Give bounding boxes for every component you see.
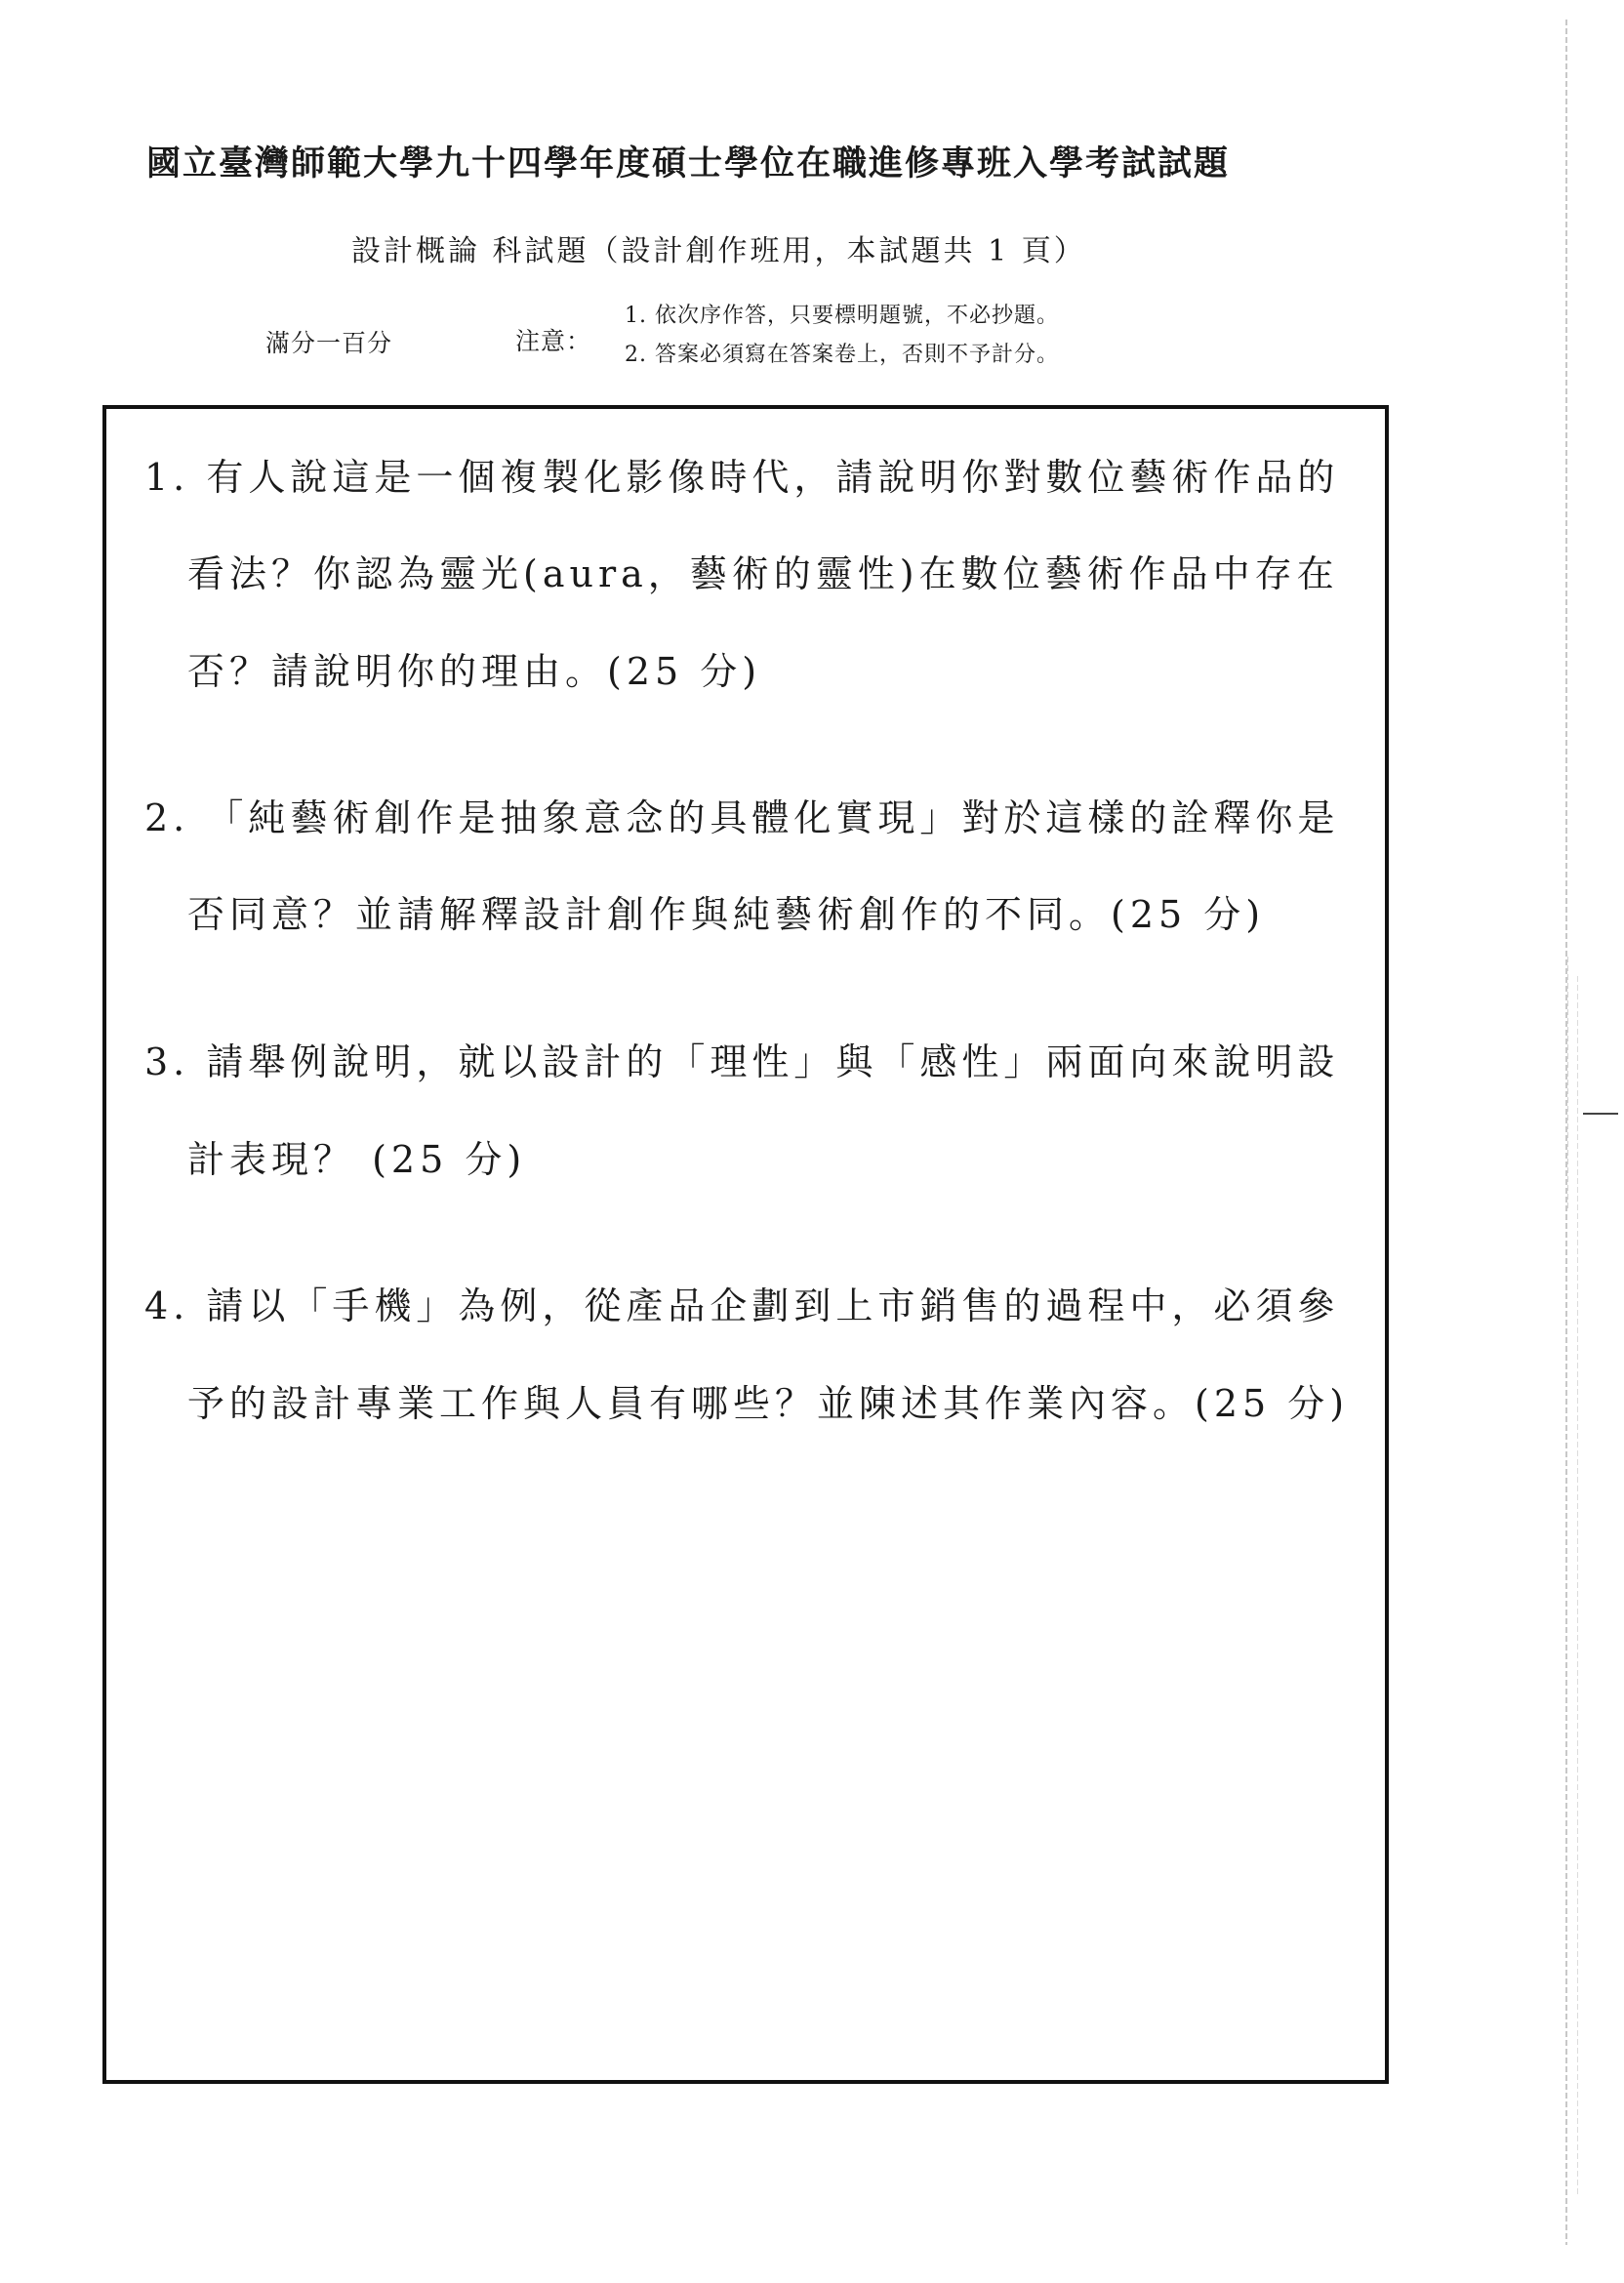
question-3-line: 3. 請舉例說明，就以設計的「理性」與「感性」兩面向來說明設 [144, 1040, 1340, 1083]
scan-edge-tick [1583, 1113, 1618, 1115]
question-1-line: 看法？你認為靈光(aura，藝術的靈性)在數位藝術作品中存在 [187, 552, 1339, 595]
scan-edge-line-faint [1577, 976, 1578, 2196]
notice-label: 注意： [515, 327, 592, 355]
question-3-line: 計表現？ (25 分) [187, 1138, 527, 1181]
full-score-label: 滿分一百分 [265, 329, 393, 357]
question-2-line: 2. 「純藝術創作是抽象意念的具體化實現」對於這樣的詮釋你是 [144, 796, 1340, 839]
question-4-line: 予的設計專業工作與人員有哪些？並陳述其作業內容。(25 分) [187, 1382, 1350, 1425]
scan-edge-line-faint [1567, 957, 1568, 1210]
question-2-line: 否同意？並請解釋設計創作與純藝術創作的不同。(25 分) [187, 893, 1266, 936]
question-4-line: 4. 請以「手機」為例，從產品企劃到上市銷售的過程中，必須參 [144, 1284, 1340, 1327]
notice-item: 1. 依次序作答，只要標明題號，不必抄題。 [625, 304, 1059, 328]
notice-item: 2. 答案必須寫在答案卷上，否則不予計分。 [625, 343, 1059, 367]
question-1-line: 1. 有人說這是一個複製化影像時代，請說明你對數位藝術作品的 [144, 456, 1340, 499]
question-1-line: 否？請說明你的理由。(25 分) [187, 650, 762, 693]
exam-title: 國立臺灣師範大學九十四學年度碩士學位在職進修專班入學考試試題 [146, 143, 1231, 183]
exam-subtitle: 設計概論 科試題（設計創作班用，本試題共 1 頁） [351, 234, 1086, 268]
